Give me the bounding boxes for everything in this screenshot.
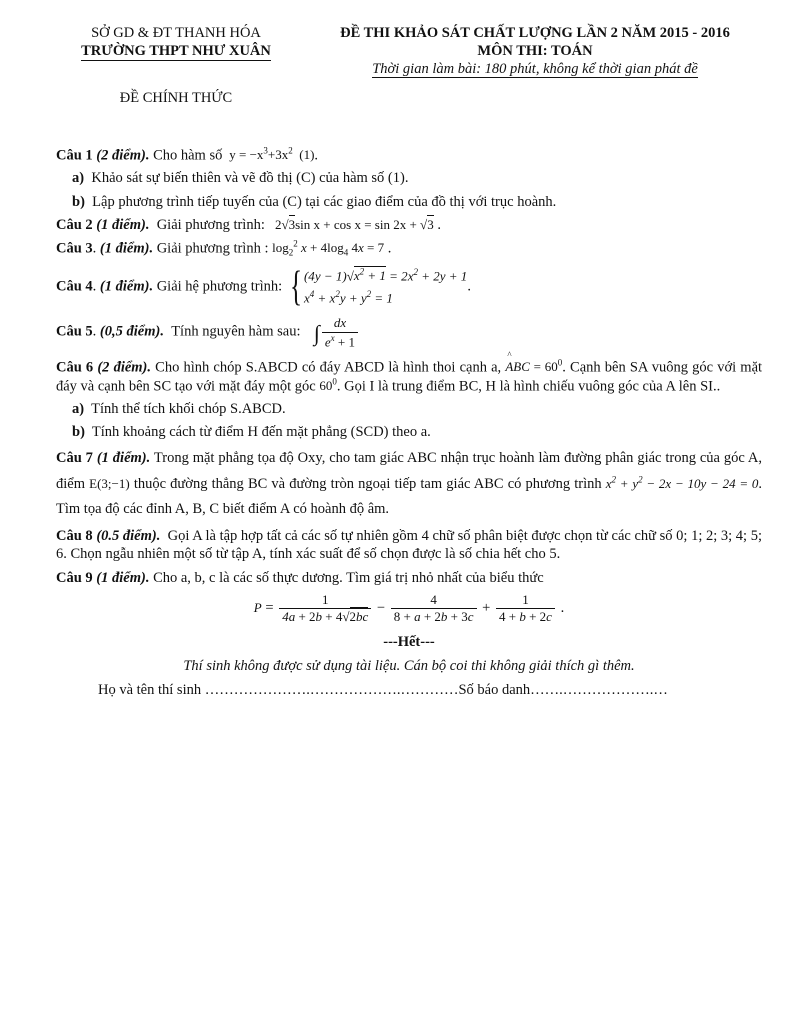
question-7: Câu 7 (1 điểm). Trong mặt phẳng tọa độ Oxy, cho tam giác ABC nhận trục hoành làm đường phân giác trong của góc A, điểm E(3;−1) thuộc đường thẳng BC và đường tròn ngoại tiếp tam giác ABC có phương trình $x^2 + y^2 - 2x - 10y - 24 = 0$. Tìm tọa độ các đỉnh A, B, C biết điểm A có hoành độ âm. <box>56 450 762 517</box>
question-1a: a) Khảo sát sự biến thiên và vẽ đồ thị (C) của hàm số (1). <box>72 170 409 187</box>
exam-subject: MÔN THI: TOÁN <box>477 43 593 60</box>
header-right <box>300 24 770 78</box>
department-name: SỞ GD & ĐT THANH HÓA <box>91 25 261 41</box>
questions <box>56 146 762 700</box>
school-name: TRƯỜNG THPT NHƯ XUÂN <box>81 43 271 60</box>
question-6b: b) Tính khoảng cách từ điểm H đến mặt phẳng (SCD) theo a. <box>72 424 431 441</box>
q5-formula: ∫ $\frac{dx}{e^x + 1}$ <box>304 324 360 339</box>
question-2: Câu 2 (1 điểm). Giải phương trình: 2√3sin x + cos x = sin 2x + √3 . <box>56 216 441 233</box>
q2-formula: 2√3sin x + cos x = sin 2x + √3 <box>268 216 434 232</box>
q7-point: E(3;−1) <box>89 475 130 491</box>
q4-system: { $(4y - 1)√x^2 + 1 = 2x^2 + 2y + 1$ $x^4 + x^2y + y^2 = 1$ <box>289 264 468 311</box>
exam-note: Thí sinh không được sử dụng tài liệu. Cán bộ coi thi không giải thích gì thêm. <box>183 658 635 675</box>
question-8: Câu 8 (0.5 điểm). Gọi A là tập hợp tất cả các số tự nhiên gồm 4 chữ số phân biệt được chọn từ các chữ số 0; 1; 2; 3; 4; 5; 6. Chọn ngẫu nhiên một số từ tập A, tính xác suất để số chọn được là số chia hết cho 5. <box>56 528 762 563</box>
exam-time: Thời gian làm bài: 180 phút, không kể thời gian phát đề <box>372 61 698 78</box>
q6-angle: ^ ABC = $60^0$ <box>505 359 562 374</box>
q7-circle: $x^2 + y^2 - 2x - 10y - 24 = 0$ <box>605 474 759 491</box>
question-1: Câu 1 (2 điểm). Cho hàm số $y = -x^3+3x^2$ (1). <box>56 146 319 164</box>
exam-title: ĐỀ THI KHẢO SÁT CHẤT LƯỢNG LẦN 2 NĂM 2015 - 2016 <box>340 25 730 41</box>
question-5: Câu 5. (0,5 điểm). Tính nguyên hàm sau: ∫ $\frac{dx}{e^x + 1}$ <box>56 315 762 350</box>
q3-formula: $\log_2^2 x + 4\log_4$ 4x = 7 <box>272 238 385 258</box>
question-9: Câu 9 (1 điểm). Cho a, b, c là các số thực dương. Tìm giá trị nhỏ nhất của biểu thức <box>56 569 544 586</box>
question-6a: a) Tính thể tích khối chóp S.ABCD. <box>72 400 286 417</box>
question-1b: b) Lập phương trình tiếp tuyến của (C) tại các giao điểm của đồ thị với trục hoành. <box>72 193 557 210</box>
question-6: Câu 6 (2 điểm). Cho hình chóp S.ABCD có đáy ABCD là hình thoi cạnh a, ^ ABC = $60^0$. Cạnh bên SA vuông góc với mặt đáy và cạnh bên SC tạo với mặt đáy một góc $60^0$. Gọi I là trung điểm BC, H là hình chiếu vuông góc của A lên SI.. <box>56 358 762 395</box>
header-left <box>52 24 300 107</box>
q1-formula: $y = -x^3+3x^2$ (1) <box>225 146 315 163</box>
official-label: ĐỀ CHÍNH THỨC <box>119 90 233 107</box>
candidate-info-line: Họ và tên thí sinh ………………….……………….…………Số báo danh…….……………….… <box>98 682 668 699</box>
q9-formula: P = $\frac{1}{4a + 2b + 4√2bc}$ − $\frac{4}{8 + a + 2b + 3c}$ + $\frac{1}{4 + b + 2c}$ . <box>253 591 565 624</box>
question-3: Câu 3. (1 điểm). Giải phương trình : $\log_2^2 x + 4\log_4$ 4x = 7 . <box>56 238 392 258</box>
end-marker: ---Hết--- <box>383 634 435 651</box>
question-4: Câu 4. (1 điểm). Giải hệ phương trình: { $(4y - 1)√x^2 + 1 = 2x^2 + 2y + 1$ $x^4 + x^2y + y^2 = 1$ . <box>56 264 471 311</box>
